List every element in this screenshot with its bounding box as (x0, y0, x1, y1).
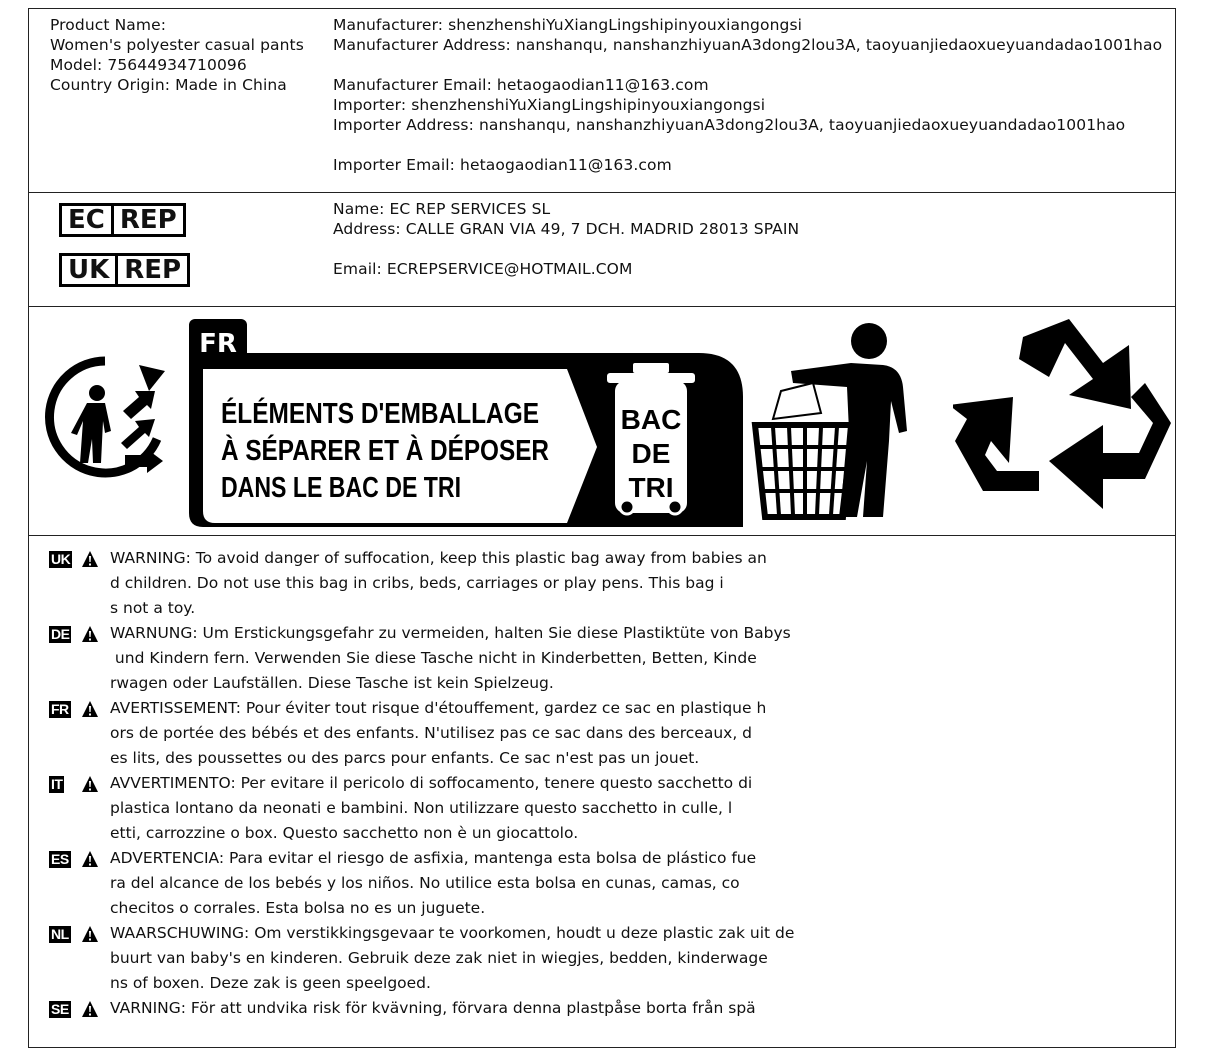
product-model: Model: 75644934710096 (50, 56, 247, 74)
warning-text-line: buurt van baby's en kinderen. Gebruik deze zak niet in wiegjes, bedden, kinderwage (110, 949, 768, 967)
warning-text-line: es lits, des poussettes ou des parcs pour enfants. Ce sac n'est pas un jouet. (110, 749, 700, 767)
warning-triangle-icon (81, 850, 99, 868)
warning-text-line: s not a toy. (110, 599, 196, 617)
warning-text-line: ra del alcance de los bebés y los niños. No utilice esta bolsa en cunas, camas, co (110, 874, 740, 892)
uk-rep-mark-b: REP (124, 255, 182, 285)
ec-rep-mark-a: EC (62, 206, 114, 234)
tidy-man-icon (751, 321, 941, 521)
warning-text-line: plastica lontano da neonati e bambini. Non utilizzare questo sacchetto in culle, l (110, 799, 733, 817)
ec-rep-mark-b: REP (119, 205, 177, 235)
importer-email: Importer Email: hetaogaodian11@163.com (333, 156, 672, 174)
lang-badge: SE (51, 1001, 69, 1017)
warning-triangle-icon (81, 925, 99, 943)
lang-badge: UK (51, 551, 71, 567)
warnings-section (29, 536, 1175, 1056)
warning-text-line: etti, carrozzine o box. Questo sacchetto non è un giocattolo. (110, 824, 579, 842)
manufacturer-email: Manufacturer Email: hetaogaodian11@163.com (333, 76, 709, 94)
bin-text-2: DE (631, 438, 671, 469)
uk-rep-mark (59, 253, 190, 287)
warning-triangle-icon (81, 550, 99, 568)
bin-text-3: TRI (628, 472, 674, 503)
warning-text-line: ADVERTENCIA: Para evitar el riesgo de asfixia, mantenga esta bolsa de plástico fue (110, 849, 757, 867)
lang-badge: IT (51, 776, 63, 792)
product-info-section (29, 9, 1175, 193)
warning-triangle-icon (81, 625, 99, 643)
lang-badge: NL (51, 926, 69, 942)
ec-rep-mark (59, 203, 186, 237)
warning-text-line: rwagen oder Laufställen. Diese Tasche ist kein Spielzeug. (110, 674, 554, 692)
warning-text-line: VARNING: För att undvika risk för kvävning, förvara denna plastpåse borta från spä (110, 999, 756, 1017)
country-origin: Country Origin: Made in China (50, 76, 287, 94)
product-name-value: Women's polyester casual pants (50, 36, 304, 54)
label-frame (28, 8, 1176, 1048)
authorized-rep-section (29, 193, 1175, 307)
uk-rep-mark-a: UK (62, 256, 118, 284)
lang-badge: ES (51, 851, 69, 867)
triman-line-2: À SÉPARER ET À DÉPOSER (221, 435, 613, 467)
warning-text-line: WARNING: To avoid danger of suffocation, keep this plastic bag away from babies an (110, 549, 767, 567)
warning-text-line: d children. Do not use this bag in cribs, beds, carriages or play pens. This bag i (110, 574, 724, 592)
rep-address: Address: CALLE GRAN VIA 49, 7 DCH. MADRID 28013 SPAIN (333, 220, 800, 238)
warning-triangle-icon (81, 1000, 99, 1018)
warning-text-line: ors de portée des bébés et des enfants. N'utilisez pas ce sac dans des berceaux, d (110, 724, 753, 742)
triman-icon (35, 351, 175, 481)
warning-text-line: AVVERTIMENTO: Per evitare il pericolo di soffocamento, tenere questo sacchetto di (110, 774, 753, 792)
warning-text-line: WARNUNG: Um Erstickungsgefahr zu vermeiden, halten Sie diese Plastiktüte von Babys (110, 624, 791, 642)
warning-text-line: und Kindern fern. Verwenden Sie diese Tasche nicht in Kinderbetten, Betten, Kinde (110, 649, 757, 667)
triman-line-3: DANS LE BAC DE TRI (221, 472, 461, 504)
triman-line-1: ÉLÉMENTS D'EMBALLAGE (221, 398, 599, 430)
product-name-label: Product Name: (50, 16, 167, 34)
lang-badge: FR (51, 701, 69, 717)
triman-country: FR (199, 329, 237, 359)
manufacturer-address: Manufacturer Address: nanshanqu, nanshanzhiyuanA3dong2lou3A, taoyuanjiedaoxueyuandadao1001hao (333, 36, 1163, 54)
rep-name: Name: EC REP SERVICES SL (333, 200, 551, 218)
recycling-section (29, 307, 1175, 536)
info-tri-banner (187, 317, 743, 531)
warning-triangle-icon (81, 775, 99, 793)
rep-email: Email: ECREPSERVICE@HOTMAIL.COM (333, 260, 633, 278)
manufacturer-name: Manufacturer: shenzhenshiYuXiangLingshipinyouxiangongsi (333, 16, 803, 34)
importer-name: Importer: shenzhenshiYuXiangLingshipinyouxiangongsi (333, 96, 766, 114)
warning-text-line: WAARSCHUWING: Om verstikkingsgevaar te voorkomen, houdt u deze plastic zak uit de (110, 924, 795, 942)
warning-text-line: checitos o corrales. Esta bolsa no es un juguete. (110, 899, 486, 917)
warning-text-line: AVERTISSEMENT: Pour éviter tout risque d'étouffement, gardez ce sac en plastique h (110, 699, 767, 717)
recycle-icon (953, 313, 1173, 529)
lang-badge: DE (51, 626, 70, 642)
warning-triangle-icon (81, 700, 99, 718)
bin-text-1: BAC (620, 404, 682, 435)
importer-address: Importer Address: nanshanqu, nanshanzhiyuanA3dong2lou3A, taoyuanjiedaoxueyuandadao1001hao (333, 116, 1126, 134)
warning-text-line: ns of boxen. Deze zak is geen speelgoed. (110, 974, 431, 992)
